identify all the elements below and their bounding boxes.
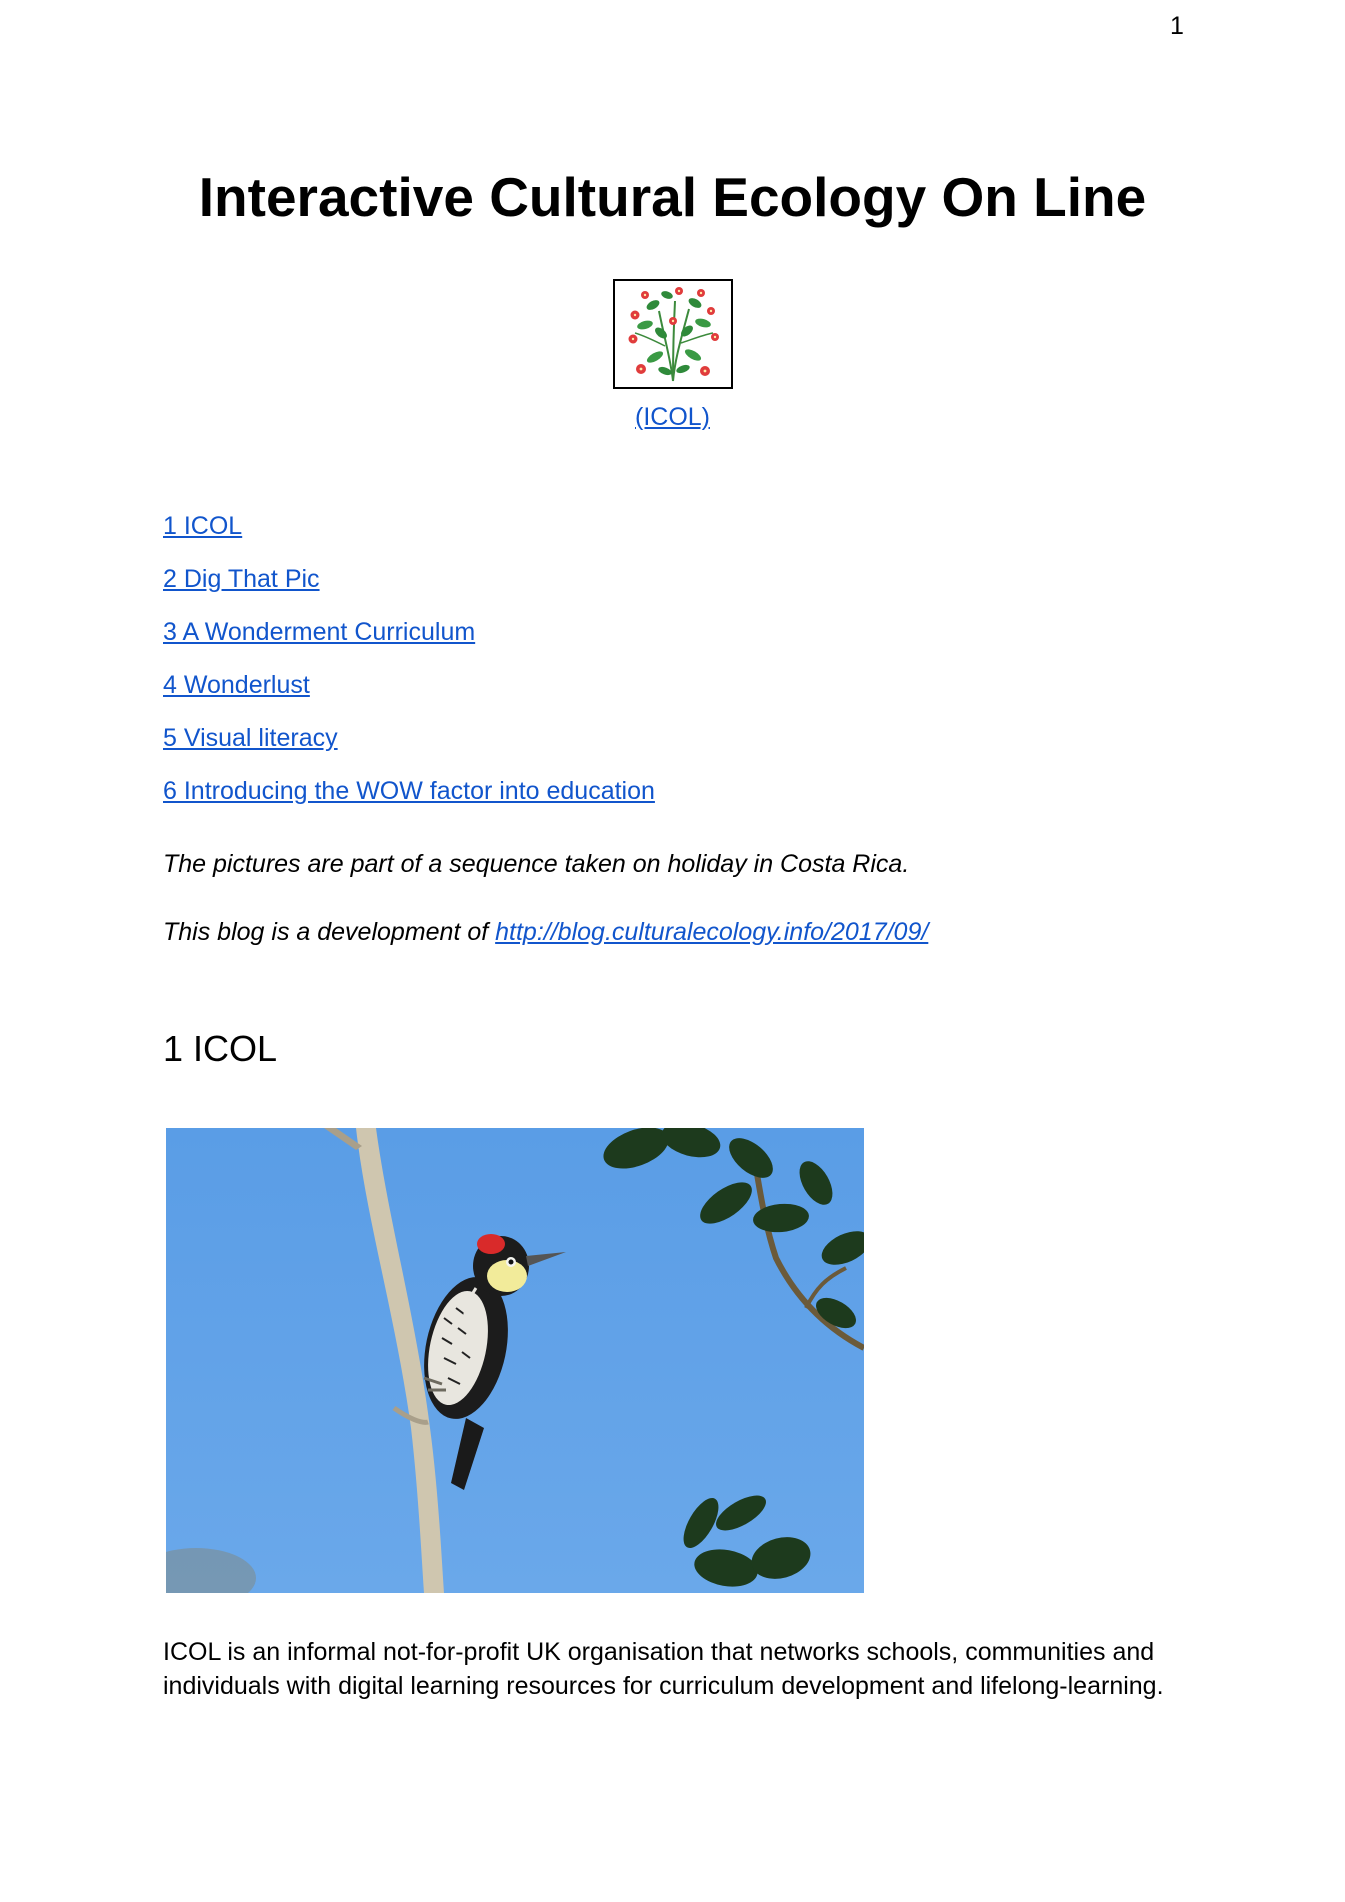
pictures-note: The pictures are part of a sequence taken on holiday in Costa Rica. (163, 850, 910, 878)
blog-note (163, 918, 928, 947)
document-title: Interactive Cultural Ecology On Line (198, 166, 1147, 228)
toc-link-wonderment-curriculum[interactable]: 3 A Wonderment Curriculum (163, 618, 476, 646)
blog-note-prefix: This blog is a development of (163, 918, 496, 946)
flowering-plant-icon (615, 281, 731, 387)
logo-image[interactable] (613, 279, 733, 389)
table-of-contents (163, 511, 655, 829)
blog-link[interactable]: http://blog.culturalecology.info/2017/09/ (495, 918, 929, 946)
icol-description: ICOL is an informal not-for-profit UK organisation that networks schools, communities and individuals with digital learning resources for curriculum development and lifelong-learning. (163, 1638, 1164, 1700)
toc-link-dig-that-pic[interactable]: 2 Dig That Pic (163, 565, 320, 593)
woodpecker-photo (166, 1128, 864, 1593)
icol-logo-link[interactable]: (ICOL) (635, 403, 710, 431)
section-heading-icol: 1 ICOL (163, 1028, 278, 1069)
toc-link-icol[interactable]: 1 ICOL (163, 512, 243, 540)
toc-link-visual-literacy[interactable]: 5 Visual literacy (163, 724, 338, 752)
toc-link-wow-factor[interactable]: 6 Introducing the WOW factor into education (163, 777, 655, 805)
page-number: 1 (1170, 12, 1184, 40)
toc-link-wonderlust[interactable]: 4 Wonderlust (163, 671, 310, 699)
